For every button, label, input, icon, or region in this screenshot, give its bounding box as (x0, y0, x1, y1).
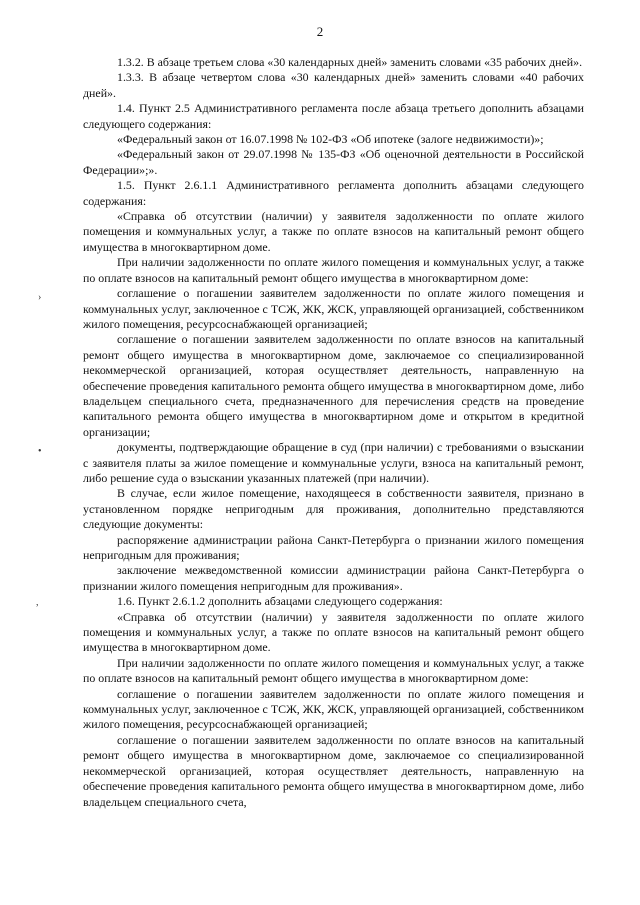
paragraph: соглашение о погашении заявителем задолженности по оплате жилого помещения и коммунальных услуг, заключенное с ТСЖ, ЖК, ЖСК, управляющей организацией, собственником жилого помещения, ресурсоснабжающей организацией; (83, 686, 584, 732)
scan-mark: › (38, 292, 42, 303)
paragraph: 1.4. Пункт 2.5 Административного регламента после абзаца третьего дополнить абзацами следующего содержания: (83, 101, 584, 131)
paragraph: соглашение о погашении заявителем задолженности по оплате взносов на капитальный ремонт общего имущества в многоквартирном доме, заключаемое со специализированной некоммерческой организацией, которая осуществляет деятельность, направленную на обеспечение проведения капитального ремонта общего имущества в многоквартирном доме, либо владельцем специального счета, (83, 732, 584, 809)
paragraph: 1.5. Пункт 2.6.1.1 Административного регламента дополнить абзацами следующего содержания: (83, 178, 584, 208)
paragraph: соглашение о погашении заявителем задолженности по оплате взносов на капитальный ремонт общего имущества в многоквартирном доме, заключаемое со специализированной некоммерческой организацией, которая осуществляет деятельность, направленную на обеспечение проведения капитального ремонта общего имущества в многоквартирном доме, либо владельцем специального счета, предназначенного для перечисления средств на проведение капитального ремонта общего имущества в многоквартирном доме и открытом в кредитной организации; (83, 332, 584, 439)
scan-mark: • (38, 446, 42, 457)
paragraph: При наличии задолженности по оплате жилого помещения и коммунальных услуг, а также по оплате взносов на капитальный ремонт общего имущества в многоквартирном доме: (83, 255, 584, 285)
paragraph: «Справка об отсутствии (наличии) у заявителя задолженности по оплате жилого помещения и коммунальных услуг, а также по оплате взносов на капитальный ремонт общего имущества в многоквартирном доме. (83, 609, 584, 655)
paragraph: «Федеральный закон от 29.07.1998 № 135-ФЗ «Об оценочной деятельности в Российской Федерации»;». (83, 147, 584, 177)
paragraph: В случае, если жилое помещение, находящееся в собственности заявителя, признано в установленном порядке непригодным для проживания, дополнительно представляются следующие документы: (83, 486, 584, 532)
paragraph: «Федеральный закон от 16.07.1998 № 102-ФЗ «Об ипотеке (залоге недвижимости)»; (117, 132, 544, 147)
paragraph: «Справка об отсутствии (наличии) у заявителя задолженности по оплате жилого помещения и коммунальных услуг, а также по оплате взносов на капитальный ремонт общего имущества в многоквартирном доме. (83, 209, 584, 254)
paragraph: 1.3.3. В абзаце четвертом слова «30 календарных дней» заменить словами «40 рабочих дней». (83, 70, 584, 100)
paragraph: документы, подтверждающие обращение в суд (при наличии) с требованиями о взыскании с заявителя платы за жилое помещение и коммунальные услуги, взноса на капитальный ремонт, либо решение суда о взыскании указанных платежей (при наличии). (83, 440, 584, 485)
paragraph: 1.3.2. В абзаце третьем слова «30 календарных дней» заменить словами «35 рабочих дней». (117, 55, 583, 69)
document-body (83, 55, 584, 810)
paragraph: распоряжение администрации района Санкт-Петербурга о признании жилого помещения непригодным для проживания; (83, 532, 584, 562)
scan-mark: , (36, 597, 39, 608)
paragraph: соглашение о погашении заявителем задолженности по оплате жилого помещения и коммунальных услуг, заключенное с ТСЖ, ЖК, ЖСК, управляющей организацией, собственником жилого помещения, ресурсоснабжающей организацией; (83, 286, 584, 331)
page-number: 2 (316, 24, 324, 39)
paragraph: заключение межведомственной комиссии администрации района Санкт-Петербурга о признании жилого помещения непригодным для проживания». (83, 563, 584, 593)
paragraph: 1.6. Пункт 2.6.1.2 дополнить абзацами следующего содержания: (117, 594, 443, 609)
paragraph: При наличии задолженности по оплате жилого помещения и коммунальных услуг, а также по оплате взносов на капитальный ремонт общего имущества в многоквартирном доме: (83, 655, 584, 686)
